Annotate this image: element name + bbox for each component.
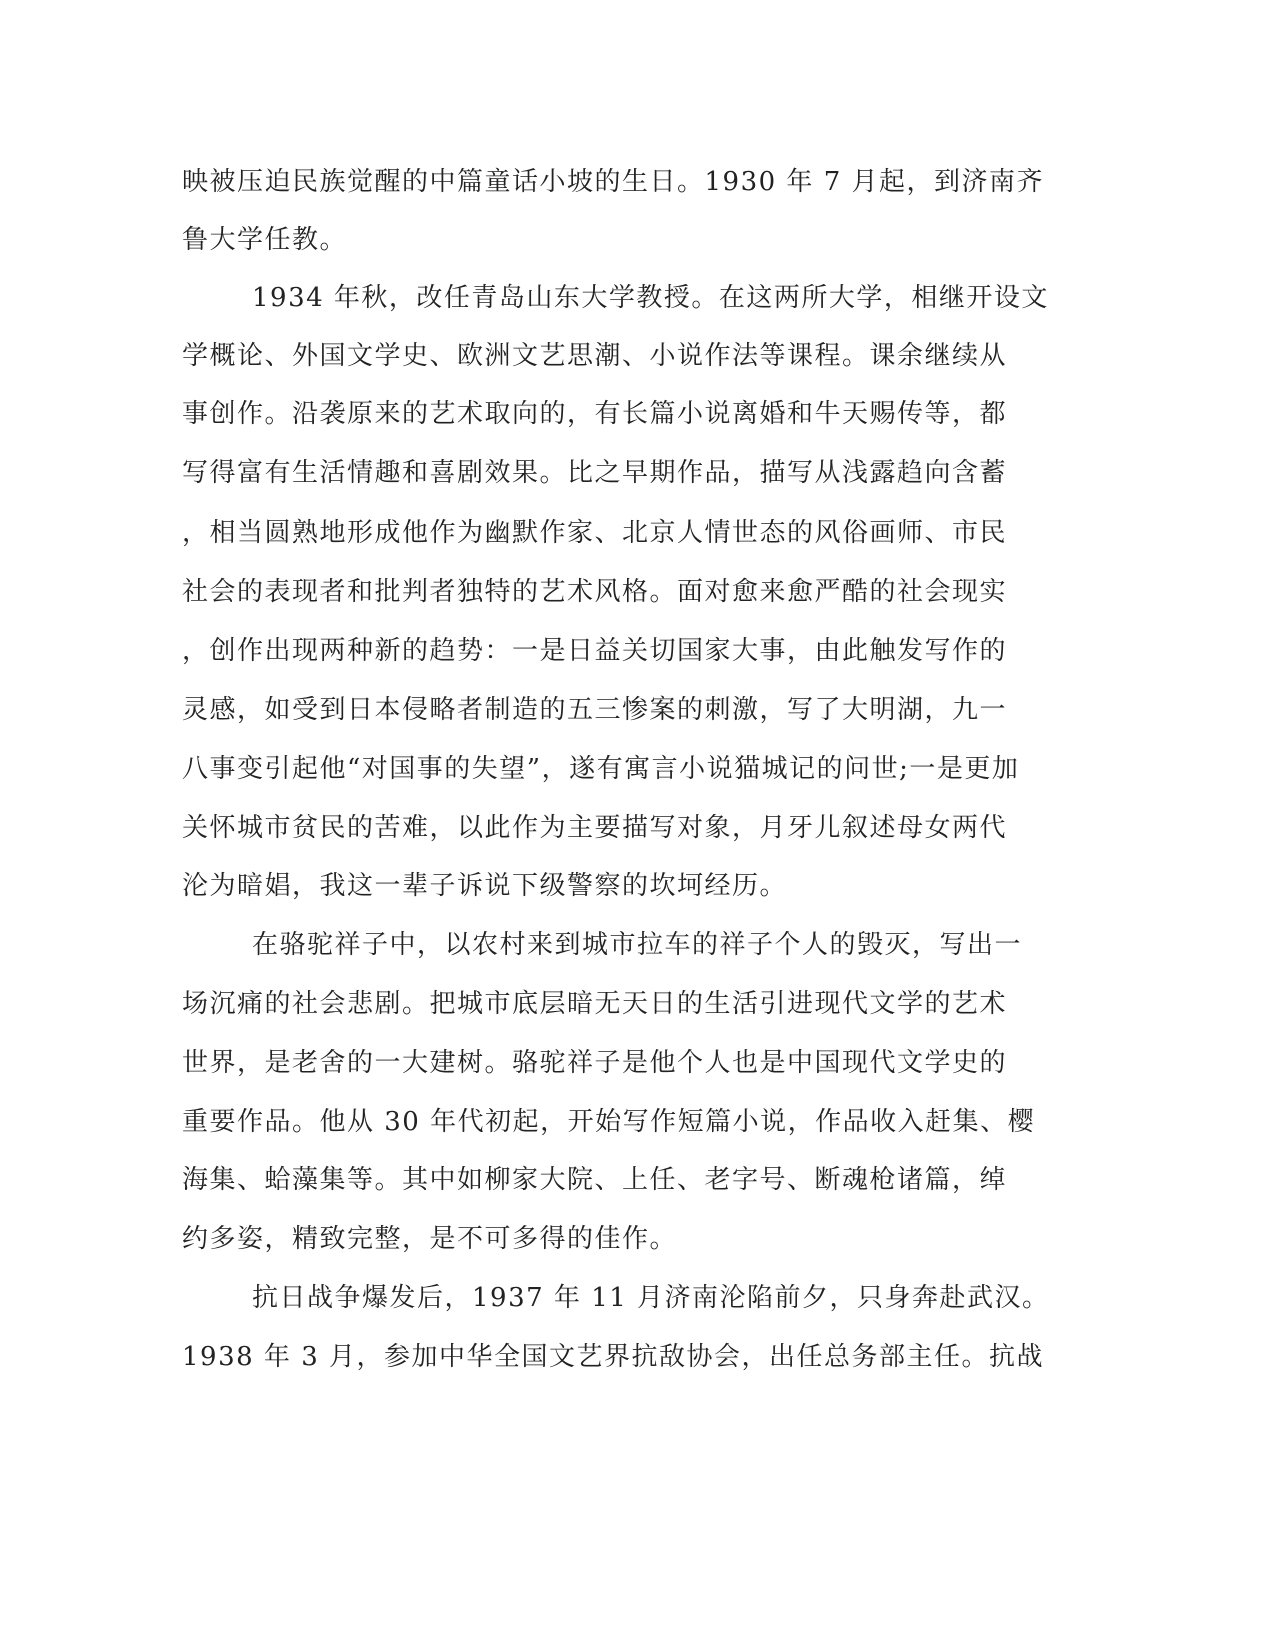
text-line: 海集、蛤藻集等。其中如柳家大院、上任、老字号、断魂枪诸篇，绰 <box>182 1165 1008 1195</box>
text-line: 社会的表现者和批判者独特的艺术风格。面对愈来愈严酷的社会现实 <box>182 577 1008 607</box>
text-line: 学概论、外国文学史、欧洲文艺思潮、小说作法等课程。课余继续从 <box>182 341 1008 371</box>
text-line: 1938 年 3 月，参加中华全国文艺界抗敌协会，出任总务部主任。抗战 <box>182 1342 1045 1372</box>
text-line: 世界，是老舍的一大建树。骆驼祥子是他个人也是中国现代文学史的 <box>182 1048 1008 1078</box>
text-line: 约多姿，精致完整，是不可多得的佳作。 <box>182 1224 678 1254</box>
text-line: 八事变引起他“对国事的失望”，遂有寓言小说猫城记的问世;一是更加 <box>182 754 1020 784</box>
text-line: 灵感，如受到日本侵略者制造的五三惨案的刺激，写了大明湖，九一 <box>182 695 1008 725</box>
text-line: 重要作品。他从 30 年代初起，开始写作短篇小说，作品收入赶集、樱 <box>182 1107 1036 1137</box>
paragraph-first-line: 在骆驼祥子中，以农村来到城市拉车的祥子个人的毁灭，写出一 <box>252 930 1023 960</box>
text-line: 沦为暗娼，我这一辈子诉说下级警察的坎坷经历。 <box>182 871 788 901</box>
text-line: 关怀城市贫民的苦难，以此作为主要描写对象，月牙儿叙述母女两代 <box>182 813 1008 843</box>
paragraph-first-line: 1934 年秋，改任青岛山东大学教授。在这两所大学，相继开设文 <box>252 283 1049 313</box>
text-line: ，相当圆熟地形成他作为幽默作家、北京人情世态的风俗画师、市民 <box>182 518 1008 548</box>
text-line: 事创作。沿袭原来的艺术取向的，有长篇小说离婚和牛天赐传等，都 <box>182 399 1008 429</box>
text-line: 场沉痛的社会悲剧。把城市底层暗无天日的生活引进现代文学的艺术 <box>182 989 1008 1019</box>
text-line: ，创作出现两种新的趋势：一是日益关切国家大事，由此触发写作的 <box>182 636 1008 666</box>
text-line: 写得富有生活情趣和喜剧效果。比之早期作品，描写从浅露趋向含蓄 <box>182 458 1008 488</box>
paragraph-first-line: 抗日战争爆发后，1937 年 11 月济南沦陷前夕，只身奔赴武汉。 <box>252 1283 1050 1313</box>
text-line: 映被压迫民族觉醒的中篇童话小坡的生日。1930 年 7 月起，到济南齐 <box>182 167 1045 197</box>
text-line: 鲁大学任教。 <box>182 225 348 255</box>
